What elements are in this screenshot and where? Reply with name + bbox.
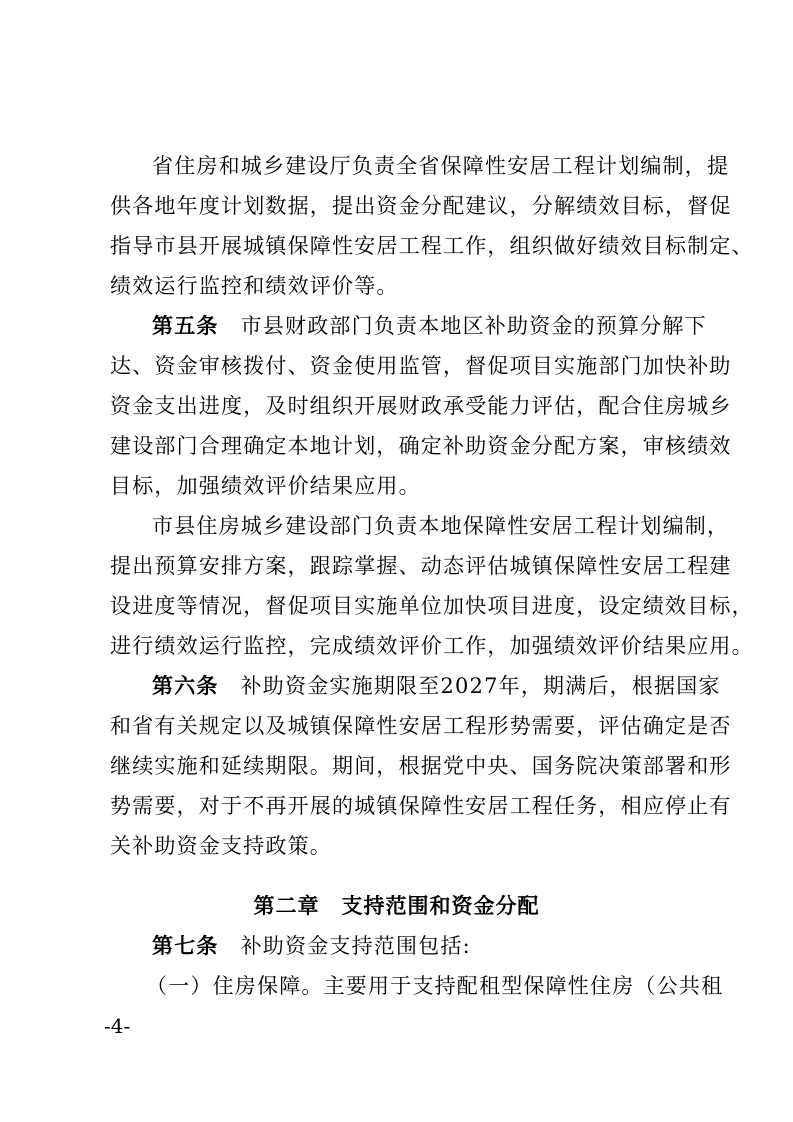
paragraph-line: 关补助资金支持政策。 [110, 834, 332, 858]
paragraph-line: 势需要，对于不再开展的城镇保障性安居工程任务，相应停止有 [110, 794, 732, 818]
page-number: -4- [104, 1014, 131, 1038]
paragraph-line: 绩效运行监控和绩效评价等。 [110, 274, 399, 298]
paragraph-line: 市县财政部门负责本地区补助资金的预算分解下 [240, 314, 707, 338]
article-5-label: 第五条 [152, 314, 219, 338]
paragraph-line: 设进度等情况，督促项目实施单位加快项目进度，设定绩效目标， [110, 594, 754, 618]
article-6-label: 第六条 [152, 674, 219, 698]
paragraph-line: 提出预算安排方案，跟踪掌握、动态评估城镇保障性安居工程建 [110, 554, 732, 578]
paragraph-line: 指导市县开展城镇保障性安居工程工作，组织做好绩效目标制定、 [110, 234, 754, 258]
chapter-title: 第二章 支持范围和资金分配 [253, 894, 540, 918]
paragraph-line: 供各地年度计划数据，提出资金分配建议，分解绩效目标，督促 [110, 194, 732, 218]
paragraph-line: 达、资金审核拨付、资金使用监管，督促项目实施部门加快补助 [110, 354, 732, 378]
paragraph-line: 进行绩效运行监控，完成绩效评价工作，加强绩效评价结果应用。 [110, 634, 754, 658]
item-1-line: （一）住房保障。主要用于支持配租型保障性住房（公共租 [146, 974, 724, 998]
paragraph-line: 补助资金实施期限至2027年，期满后，根据国家 [240, 674, 721, 698]
paragraph-line: 目标，加强绩效评价结果应用。 [110, 474, 421, 498]
paragraph-line: 省住房和城乡建设厅负责全省保障性安居工程计划编制，提 [152, 154, 730, 178]
paragraph-line: 和省有关规定以及城镇保障性安居工程形势需要，评估确定是否 [110, 714, 732, 738]
article-7-text: 补助资金支持范围包括: [240, 934, 471, 958]
paragraph-line: 继续实施和延续期限。期间，根据党中央、国务院决策部署和形 [110, 754, 732, 778]
article-7-line [152, 931, 690, 961]
article-7-label: 第七条 [152, 934, 219, 958]
article-6-first-line [152, 671, 721, 701]
paragraph-line: 建设部门合理确定本地计划，确定补助资金分配方案，审核绩效 [110, 434, 732, 458]
paragraph-line: 市县住房城乡建设部门负责本地保障性安居工程计划编制， [152, 514, 730, 538]
paragraph-line: 资金支出进度，及时组织开展财政承受能力评估，配合住房城乡 [110, 394, 732, 418]
article-5-first-line [152, 311, 707, 341]
